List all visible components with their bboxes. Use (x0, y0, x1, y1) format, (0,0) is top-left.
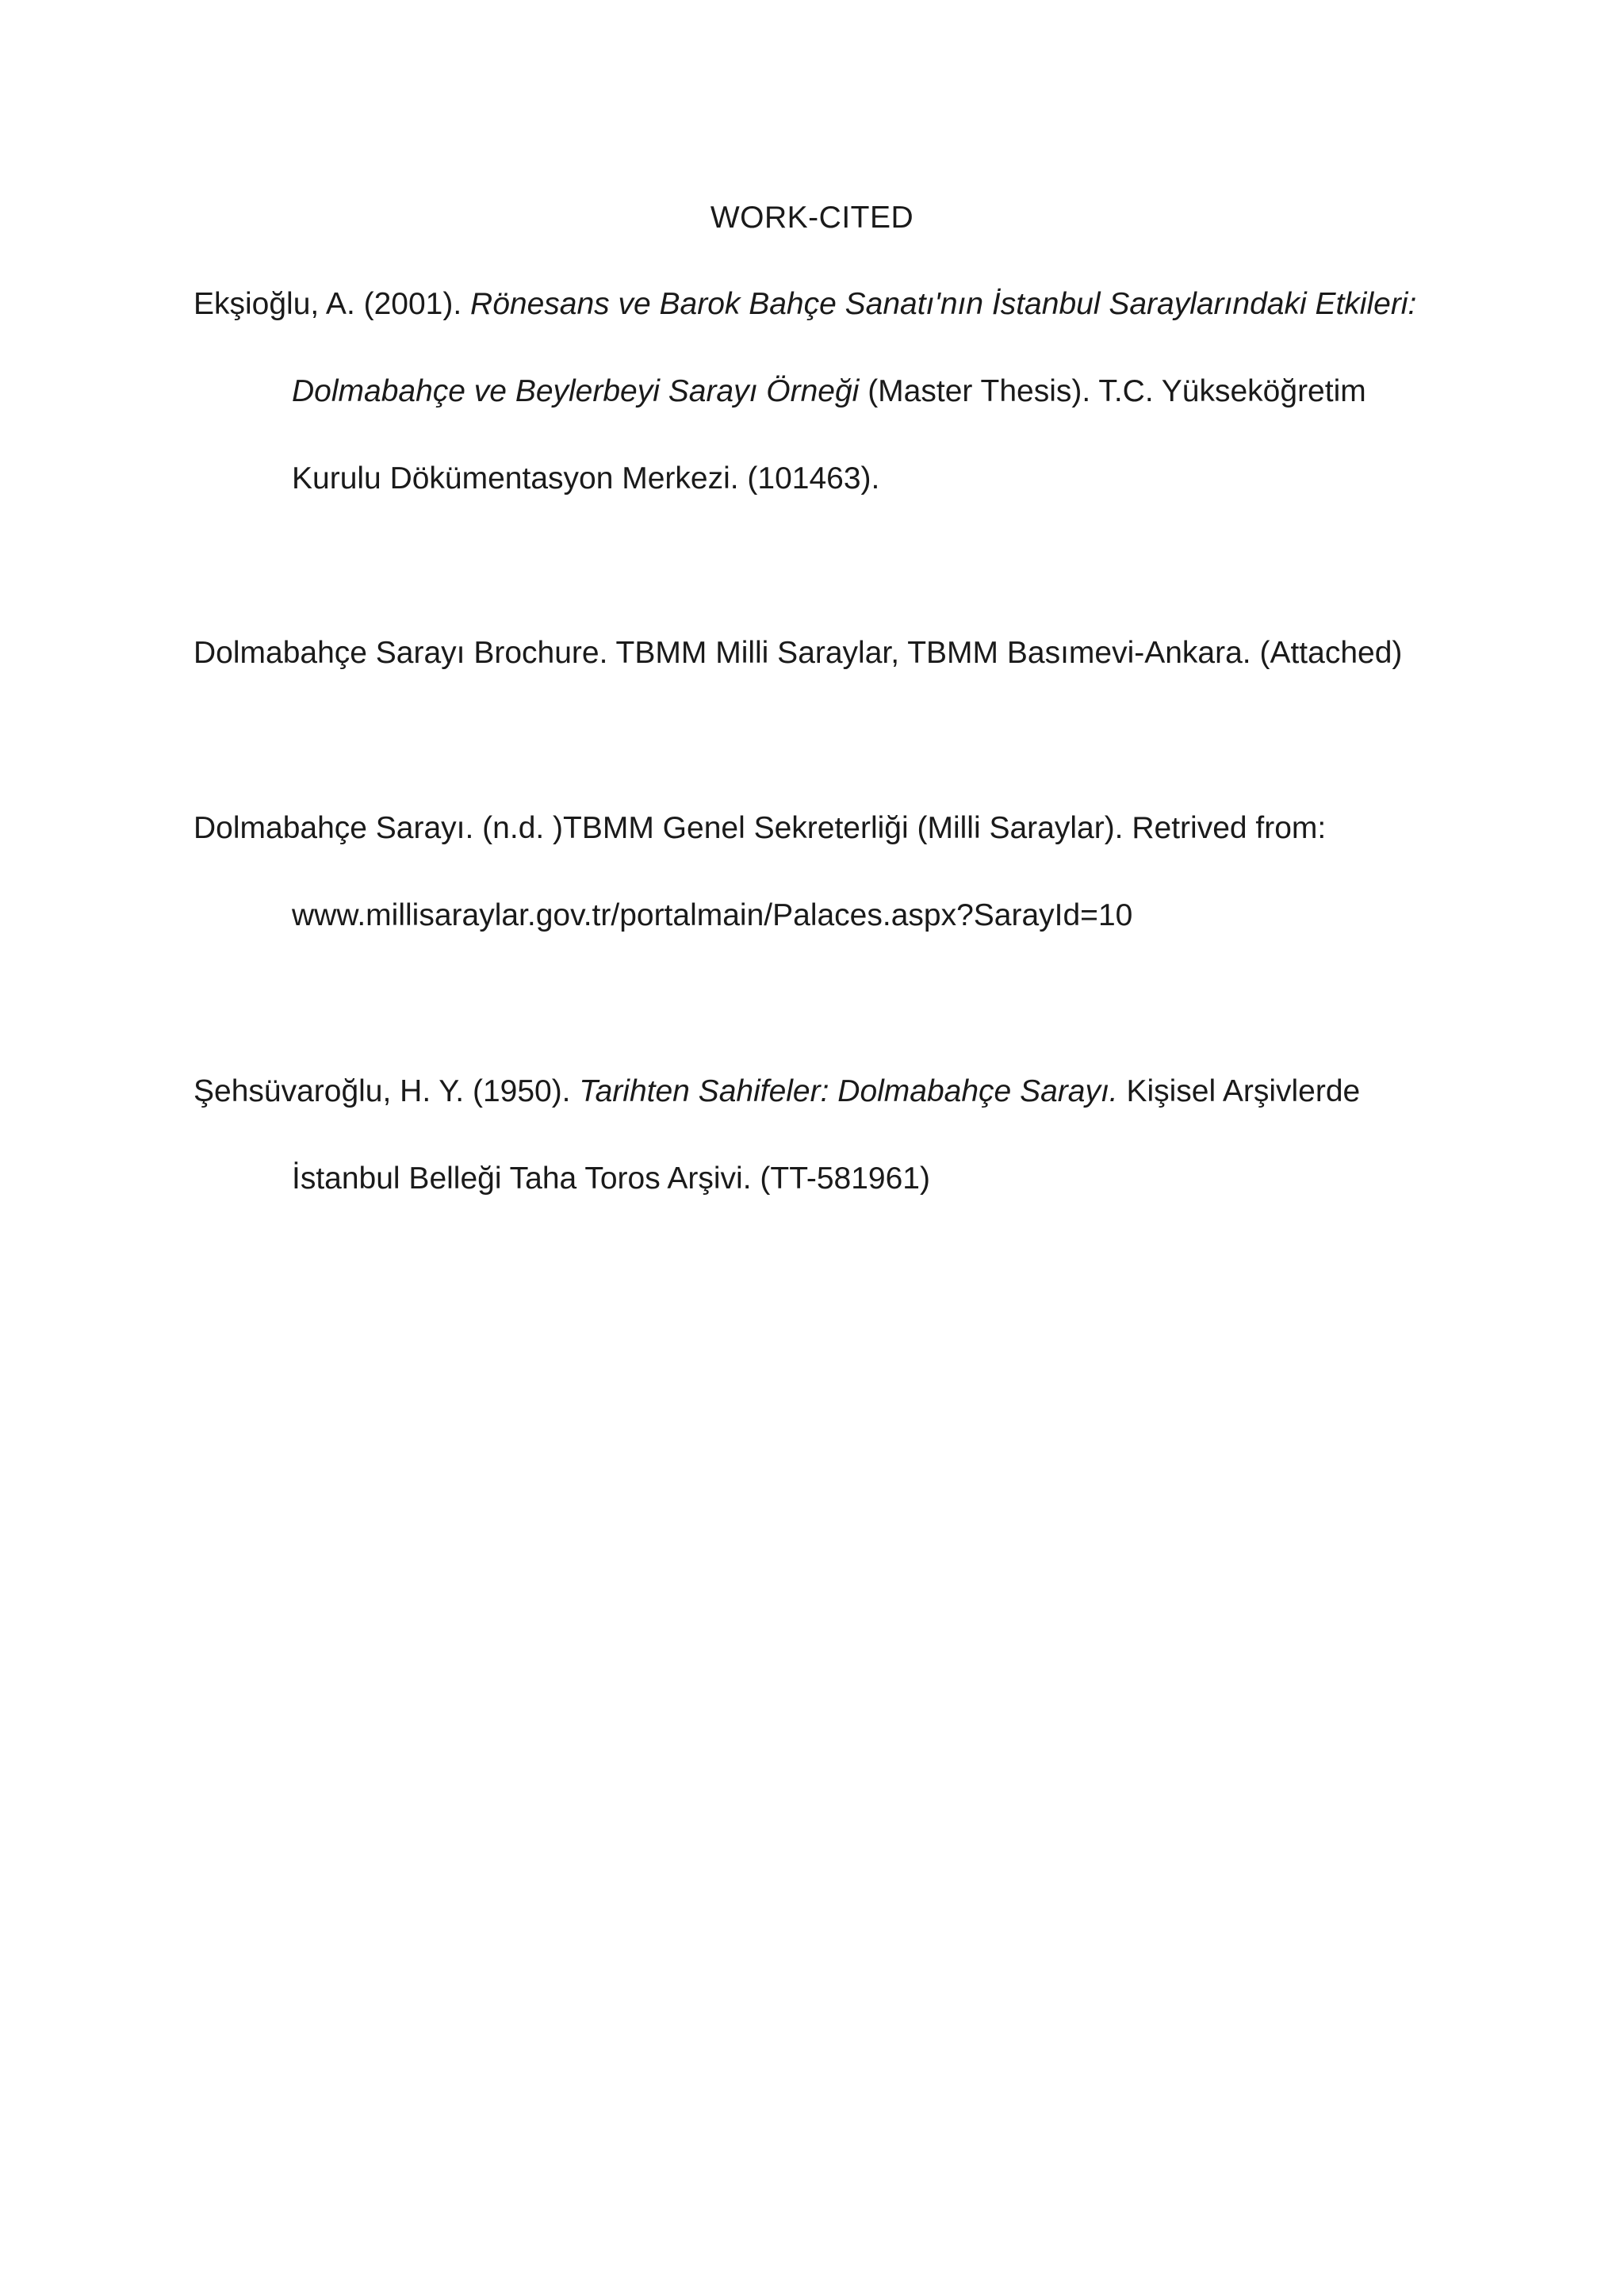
citation-text: Ekşioğlu, A. (2001). (193, 287, 471, 321)
citation-italic-title: Rönesans ve Barok Bahçe Sanatı'nın İstanbul Saraylarındaki Etkileri: (470, 287, 1417, 321)
citation-url-text: www.millisaraylar.gov.tr/portalmain/Palaces.aspx?SarayId=10 (292, 898, 1133, 932)
citation-text: Dolmabahçe Sarayı. (n.d. )TBMM Genel Sekreterliği (Milli Saraylar). Retrived from: (193, 811, 1327, 845)
citation-url (292, 894, 1132, 937)
citation-text: Kişisel Arşivlerde (1117, 1074, 1361, 1108)
citation-text: Dolmabahçe Sarayı Brochure. TBMM Milli Saraylar, TBMM Basımevi-Ankara. (Attached) (193, 636, 1403, 670)
citation-text: Şehsüvaroğlu, H. Y. (1950). (193, 1074, 580, 1108)
page-title: WORK-CITED (710, 201, 914, 235)
citation-text: (Master Thesis). T.C. Yükseköğretim (859, 374, 1366, 408)
citation-line-indented (292, 457, 879, 500)
citation-text: Kurulu Dökümentasyon Merkezi. (101463). (292, 461, 880, 496)
citation-text: İstanbul Belleği Taha Toros Arşivi. (TT-581961) (292, 1161, 930, 1196)
citation-line (193, 1070, 1360, 1113)
citation-line (193, 283, 1416, 326)
citation-line (193, 807, 1326, 850)
citation-line-indented (292, 1158, 930, 1200)
citation-italic-title: Tarihten Sahifeler: Dolmabahçe Sarayı. (579, 1074, 1118, 1108)
citation-italic-title: Dolmabahçe ve Beylerbeyi Sarayı Örneği (292, 374, 860, 408)
citation-line (193, 632, 1402, 675)
citation-line-indented (292, 370, 1366, 413)
